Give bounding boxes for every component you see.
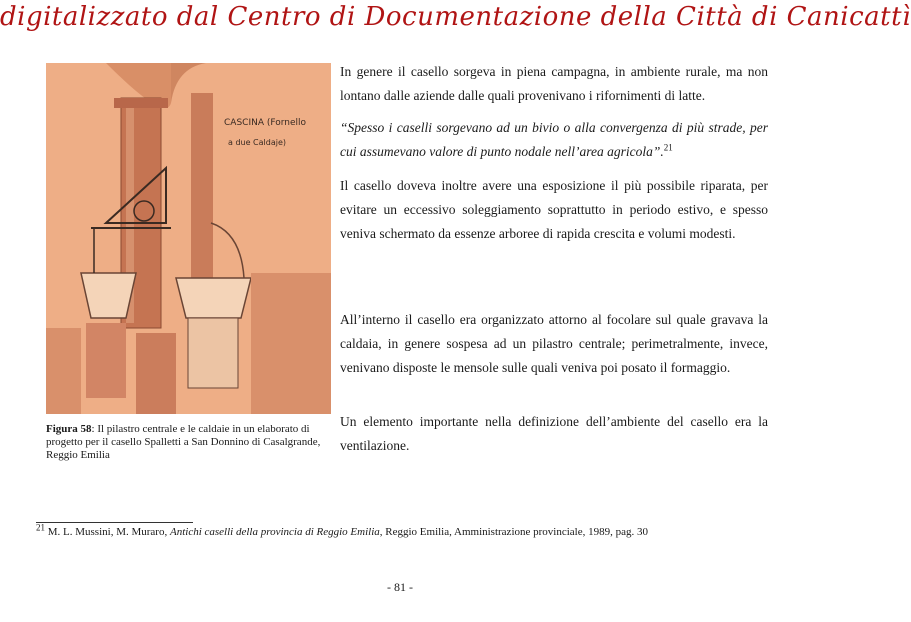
paragraph-3: Il casello doveva inoltre avere una esposizione il più possibile riparata, per evitare un eccessivo soleggiamento soprattutto in periodo estivo, e spesso veniva schermato da essenze arboree di rapida crescita e volumi modesti. <box>340 178 768 241</box>
paragraph-quote <box>340 116 768 164</box>
footnote-number: 21 <box>36 522 45 533</box>
page-header-title: digitalizzato dal Centro di Documentazione della Città di Canicattì <box>0 2 911 32</box>
caption-label: Figura 58 <box>46 423 92 435</box>
paragraph-4: All’interno il casello era organizzato attorno al focolare sul quale gravava la caldaia, in genere sospesa ad un pilastro centrale; perimetralmente, invece, venivano disposte le mensole sulle quali veniva poi posato il formaggio. <box>340 312 768 375</box>
architectural-drawing <box>46 63 331 414</box>
footnote-authors: M. L. Mussini, M. Muraro, <box>45 526 170 538</box>
figure-caption <box>46 423 336 462</box>
quote-text: “Spesso i caselli sorgevano ad un bivio o alla convergenza di più strade, per cui assumevano valore di punto nodale nell’area agricola”. <box>340 120 768 159</box>
page-number: - 81 - <box>387 580 413 594</box>
drawing-label-cascina: CASCINA (Fornello <box>224 118 307 128</box>
footnote-rest: , Reggio Emilia, Amministrazione provinciale, 1989, pag. 30 <box>379 526 648 538</box>
footnote-title: Antichi caselli della provincia di Reggio Emilia <box>169 526 380 538</box>
paragraph-1: In genere il casello sorgeva in piena campagna, in ambiente rurale, ma non lontano dalle aziende dalle quali provenivano i rifornimenti di latte. <box>340 64 768 103</box>
figure-drawing <box>46 63 331 414</box>
drawing-label-caldaje: a due Caldaje) <box>228 138 287 147</box>
footnote-separator <box>36 522 193 523</box>
caption-text: : Il pilastro centrale e le caldaie in un elaborato di progetto per il casello Spalletti a San Donnino di Casalgrande, Reggio Emilia <box>46 423 321 461</box>
footnote-ref[interactable]: 21 <box>663 142 673 153</box>
paragraph-5: Un elemento importante nella definizione dell’ambiente del casello era la ventilazione. <box>340 414 768 453</box>
footnote <box>36 522 776 538</box>
